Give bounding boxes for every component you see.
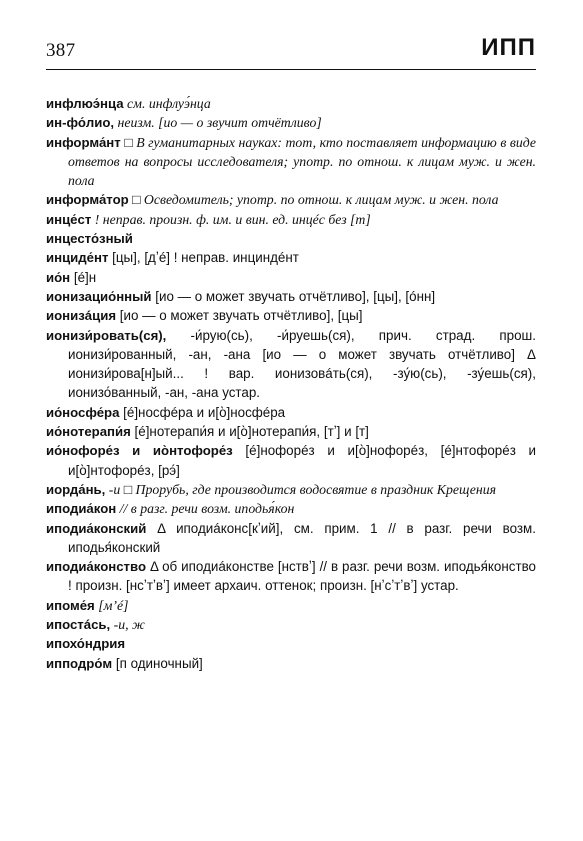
entry-body: [мʼé]	[94, 597, 129, 613]
dictionary-entry	[46, 287, 536, 306]
dictionary-entry	[46, 596, 536, 615]
entry-body: -и, ж	[110, 617, 145, 633]
entry-headword: инфлюэ́нца	[46, 96, 124, 111]
entry-body: см. инфлуэ́нца	[123, 96, 211, 111]
entry-body: □ В гуманитарных науках: тот, кто поставляет информацию в виде ответов на вопросы исследователя; употр. по отнош. к лицам муж. и жен. пола	[68, 134, 536, 189]
entry-body: ! неправ. произн. ф. им. и вин. ед. инцéс без [т]	[91, 211, 371, 227]
dictionary-entry	[46, 654, 536, 673]
dictionary-entry	[46, 422, 536, 441]
running-head: ИПП	[481, 34, 536, 61]
dictionary-page	[46, 34, 536, 671]
dictionary-entry	[46, 403, 536, 422]
entry-body: [é]носфéра и и[о̀]носфéра	[119, 404, 286, 420]
entry-headword: ин-фо́лио,	[46, 115, 115, 131]
entry-headword: информа́тор	[46, 192, 129, 208]
entry-headword: ипостáсь,	[46, 617, 111, 633]
entry-body: [é]нофорéз и и[о̀]нофорéз, [é]нтофорéз и и[о̀]нтофорéз, [рэ́]	[68, 443, 536, 478]
entry-body: [цы], [дʼé] ! неправ. инциндéнт	[108, 250, 299, 266]
entry-headword: ио́носфе́ра	[46, 404, 120, 420]
dictionary-entry	[46, 615, 536, 634]
entry-body: Δ иподиáконс[кʼий], см. прим. 1 // в разг. речи возм. иподья́конский	[68, 520, 536, 555]
entry-headword: инциде́нт	[46, 250, 109, 266]
entry-list	[46, 94, 536, 673]
header-rule	[46, 69, 536, 70]
entry-body: [ио — о может звучать отчётливо], [цы], [óнн]	[151, 288, 436, 304]
entry-body: [п одиночный]	[112, 655, 203, 671]
entry-body: [ио — о может звучать отчётливо], [цы]	[116, 308, 363, 324]
dictionary-entry	[46, 113, 536, 132]
dictionary-entry	[46, 248, 536, 267]
dictionary-entry	[46, 94, 536, 113]
entry-body: неизм. [ио — о звучит отчётливо]	[114, 115, 322, 131]
entry-body: [é]нотерапи́я и и[о̀]нотерапи́я, [тʼ] и [т]	[130, 424, 369, 440]
entry-headword: ипоме́я	[46, 597, 95, 613]
dictionary-entry	[46, 210, 536, 229]
entry-headword: ионизи́ровать(ся),	[46, 327, 167, 343]
dictionary-entry	[46, 229, 536, 248]
entry-headword: ио́нофоре́з и ио̀нтофоре́з	[46, 443, 233, 459]
entry-headword: ио́н	[46, 269, 71, 285]
entry-headword: ипподро́м	[46, 655, 113, 671]
entry-headword: иорда́нь,	[46, 481, 106, 497]
dictionary-entry	[46, 190, 536, 209]
entry-body: Δ об иподиáконстве [нствʼ] // в разг. речи возм. иподья́конство ! произн. [нсʼтʼвʼ] имеет архаич. оттенок; произн. [нʼсʼтʼвʼ] устар.	[68, 559, 536, 594]
entry-headword: ионизацио́нный	[46, 288, 152, 304]
entry-body: □ Осведомитель; употр. по отнош. к лицам муж. и жен. пола	[128, 192, 499, 208]
entry-headword: инце́ст	[46, 211, 92, 227]
dictionary-entry	[46, 441, 536, 480]
page-header	[46, 34, 536, 68]
entry-body: [é]н	[70, 269, 97, 285]
entry-headword: иподиа́конство	[46, 559, 146, 575]
entry-headword: ио́нотерапи́я	[46, 424, 131, 440]
entry-body: -и́рую(сь), -и́руешь(ся), прич. страд. прош. ионизи́рованный, -ан, -ана [ио — о может звучать отчётливо] Δ ионизи́рова[н]ый... ! вар. ионизовáть(ся), -зу́ю(сь), -зу́ешь(ся), ионизо́ванный, -ан, -ана устар.	[68, 327, 536, 401]
dictionary-entry	[46, 326, 536, 403]
page-number: 387	[46, 40, 76, 61]
dictionary-entry	[46, 499, 536, 518]
entry-headword: иподиа́конский	[46, 520, 147, 536]
entry-headword: инцесто́зный	[46, 231, 133, 247]
entry-body: -и □ Прорубь, где производится водосвятие в праздник Крещения	[105, 481, 497, 497]
entry-headword: иподиа́кон	[46, 501, 117, 517]
entry-headword: ипохо́ндрия	[46, 636, 126, 652]
entry-headword: информа́нт	[46, 134, 121, 150]
dictionary-entry	[46, 133, 536, 191]
dictionary-entry	[46, 519, 536, 558]
dictionary-entry	[46, 557, 536, 596]
entry-headword: ионизáция	[46, 308, 117, 324]
entry-body: // в разг. речи возм. иподья́кон	[116, 501, 295, 517]
dictionary-entry	[46, 268, 536, 287]
dictionary-entry	[46, 306, 536, 325]
dictionary-entry	[46, 634, 536, 653]
dictionary-entry	[46, 480, 536, 499]
